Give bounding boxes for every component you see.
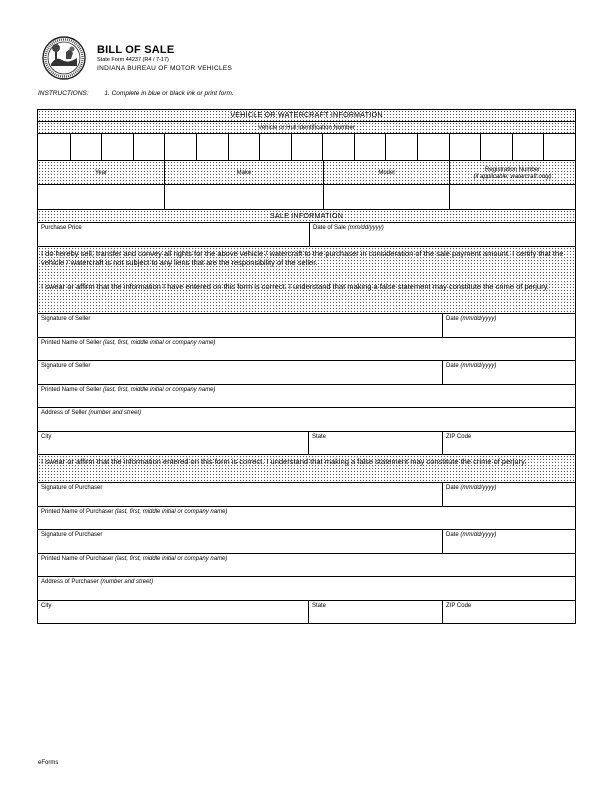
- vin-character-box-17[interactable]: [543, 134, 575, 160]
- purchaser-address-label-wrap: [41, 579, 153, 585]
- purchaser-statement-block: [38, 455, 575, 483]
- purchaser-printed-name-row-1[interactable]: [38, 507, 575, 530]
- purchaser-date-field-2[interactable]: [442, 530, 575, 553]
- seller-zip-label: ZIP Code: [446, 434, 472, 440]
- vin-character-box-2[interactable]: [70, 134, 102, 160]
- footer-brand: eForms: [38, 760, 59, 766]
- vin-character-box-14[interactable]: [449, 134, 481, 160]
- date-of-sale-label-wrap: [313, 225, 384, 231]
- seller-date-label-2: Date: [446, 363, 459, 369]
- vin-character-box-3[interactable]: [101, 134, 133, 160]
- purchaser-signature-field-1[interactable]: [38, 483, 442, 506]
- seller-date-field-2[interactable]: [442, 361, 575, 384]
- purchaser-date-field-1[interactable]: [442, 483, 575, 506]
- seller-date-format-2: (mm/dd/yyyy): [460, 363, 497, 369]
- seller-state-field[interactable]: [308, 432, 442, 454]
- make-input[interactable]: [164, 185, 323, 209]
- purchaser-date-label-1: Date: [446, 485, 459, 491]
- seller-signature-field-1[interactable]: [38, 314, 442, 337]
- date-of-sale-field[interactable]: [309, 223, 575, 246]
- purchaser-address-row[interactable]: [38, 577, 575, 601]
- vin-label-row: [38, 122, 575, 134]
- purchaser-printed-name-row-2[interactable]: [38, 554, 575, 577]
- year-input[interactable]: [38, 185, 164, 209]
- seller-address-label: Address of Seller: [41, 410, 87, 416]
- instructions: [38, 90, 234, 97]
- seller-address-hint: (number and street): [88, 410, 142, 416]
- vin-character-box-10[interactable]: [322, 134, 354, 160]
- seller-date-field-1[interactable]: [442, 314, 575, 337]
- seller-statement-block: [38, 247, 575, 314]
- seller-address-row[interactable]: [38, 408, 575, 432]
- purchaser-printed-name-label-wrap-1: [41, 509, 227, 515]
- purchaser-city-label: City: [41, 603, 52, 609]
- vin-character-box-7[interactable]: [228, 134, 260, 160]
- model-label-cell: [323, 161, 449, 184]
- purchaser-city-state-zip-row: [38, 601, 575, 623]
- seller-city-label: City: [41, 434, 52, 440]
- purchaser-date-label-2: Date: [446, 532, 459, 538]
- price-date-row: [38, 223, 575, 247]
- seller-printed-name-row-2[interactable]: [38, 385, 575, 408]
- form-title: BILL OF SALE: [97, 44, 175, 56]
- purchaser-date-label-wrap-2: [446, 532, 496, 538]
- seller-state-label: State: [312, 434, 327, 440]
- purchaser-printed-name-hint-2: (last, first, middle initial or company name): [115, 556, 228, 562]
- purchaser-zip-label: ZIP Code: [446, 603, 472, 609]
- make-label: Make: [236, 170, 252, 176]
- date-of-sale-label: Date of Sale: [313, 225, 347, 231]
- instructions-step-1: 1. Complete in blue or black ink or print form.: [104, 90, 234, 97]
- seller-signature-row-2: [38, 361, 575, 385]
- purchaser-city-field[interactable]: [38, 601, 308, 623]
- transfer-statement: I do hereby sell, transfer and convey all rights for the above vehicle / watercraft to the purchaser in consideration of the sale payment amount. I certify that the vehicle / watercraft is not subject to any liens that are the responsibility of the seller.: [41, 249, 564, 267]
- seller-signature-row-1: [38, 314, 575, 338]
- vin-character-box-12[interactable]: [385, 134, 417, 160]
- seller-date-label-1: Date: [446, 316, 459, 322]
- seller-city-state-zip-row: [38, 432, 575, 455]
- registration-label-cell: [449, 161, 575, 184]
- seller-date-label-wrap-1: [446, 316, 496, 322]
- year-label: Year: [94, 170, 108, 176]
- registration-label: Registration Number: [484, 167, 541, 173]
- purchaser-printed-name-hint-1: (last, first, middle initial or company name): [115, 509, 228, 515]
- make-label-cell: [164, 161, 323, 184]
- purchaser-date-format-2: (mm/dd/yyyy): [460, 532, 497, 538]
- seller-printed-name-label-wrap-2: [41, 387, 215, 393]
- purchaser-signature-label-1: Signature of Purchaser: [41, 485, 103, 491]
- model-label: Model: [378, 170, 395, 176]
- seller-date-label-wrap-2: [446, 363, 496, 369]
- vin-character-box-8[interactable]: [259, 134, 291, 160]
- purchaser-address-hint: (number and street): [100, 579, 154, 585]
- seller-printed-name-label-wrap-1: [41, 340, 215, 346]
- purchaser-signature-row-1: [38, 483, 575, 507]
- purchaser-signature-label-2: Signature of Purchaser: [41, 532, 103, 538]
- vin-label: Vehicle or Hull Identification Number: [258, 125, 355, 131]
- purchase-price-field[interactable]: [38, 223, 309, 246]
- purchase-price-label: Purchase Price: [41, 225, 82, 231]
- purchaser-zip-field[interactable]: [442, 601, 575, 623]
- purchaser-affirmation: I swear or affirm that the information entered on this form is correct. I understand that making a false statement may constitute the crime of perjury.: [41, 457, 527, 466]
- form-number: State Form 44237 (R4 / 7-17): [97, 57, 169, 63]
- purchaser-signature-field-2[interactable]: [38, 530, 442, 553]
- seller-affirmation: I swear or affirm that the information I have entered on this form is correct. I understand that making a false statement may constitute the crime of perjury.: [41, 282, 549, 291]
- vin-character-box-9[interactable]: [291, 134, 323, 160]
- vehicle-labels-row: [38, 161, 575, 185]
- seller-signature-field-2[interactable]: [38, 361, 442, 384]
- seller-zip-field[interactable]: [442, 432, 575, 454]
- purchaser-state-field[interactable]: [308, 601, 442, 623]
- vin-character-box-4[interactable]: [133, 134, 165, 160]
- instructions-label: INSTRUCTIONS:: [38, 90, 89, 97]
- vin-character-box-6[interactable]: [196, 134, 228, 160]
- indiana-state-seal-icon: [42, 36, 86, 80]
- registration-number-input[interactable]: [449, 185, 575, 209]
- year-label-cell: [38, 161, 164, 184]
- vin-character-box-13[interactable]: [417, 134, 449, 160]
- purchaser-date-format-1: (mm/dd/yyyy): [460, 485, 497, 491]
- vehicle-inputs-row: [38, 185, 575, 210]
- sale-section-header: [38, 210, 575, 223]
- seller-city-field[interactable]: [38, 432, 308, 454]
- registration-note: (if applicable; watercraft only): [473, 174, 552, 180]
- seller-date-format-1: (mm/dd/yyyy): [460, 316, 497, 322]
- purchaser-address-label: Address of Purchaser: [41, 579, 99, 585]
- date-of-sale-format: (mm/dd/yyyy): [347, 225, 384, 231]
- model-input[interactable]: [323, 185, 449, 209]
- vehicle-section-header: [38, 110, 575, 122]
- seller-signature-label-1: Signature of Seller: [41, 316, 91, 322]
- vehicle-section-title: VEHICLE OR WATERCRAFT INFORMATION: [230, 112, 383, 119]
- vin-character-box-11[interactable]: [354, 134, 386, 160]
- seller-signature-label-2: Signature of Seller: [41, 363, 91, 369]
- purchaser-state-label: State: [312, 603, 327, 609]
- vin-input-row: [38, 134, 575, 161]
- purchaser-printed-name-label-1: Printed Name of Purchaser: [41, 509, 114, 515]
- vin-character-box-1[interactable]: [38, 134, 70, 160]
- purchaser-printed-name-label-2: Printed Name of Purchaser: [41, 556, 114, 562]
- seller-printed-name-hint-2: (last, first, middle initial or company name): [103, 387, 216, 393]
- sale-section-title: SALE INFORMATION: [269, 213, 344, 220]
- seller-printed-name-label-1: Printed Name of Seller: [41, 340, 102, 346]
- seller-printed-name-label-2: Printed Name of Seller: [41, 387, 102, 393]
- bill-of-sale-form: [37, 109, 576, 624]
- vin-character-box-15[interactable]: [480, 134, 512, 160]
- purchaser-printed-name-label-wrap-2: [41, 556, 227, 562]
- purchaser-signature-row-2: [38, 530, 575, 554]
- vin-character-box-16[interactable]: [512, 134, 544, 160]
- vin-character-box-5[interactable]: [164, 134, 196, 160]
- agency-name: INDIANA BUREAU OF MOTOR VEHICLES: [97, 65, 233, 72]
- seller-printed-name-row-1[interactable]: [38, 338, 575, 361]
- seller-address-label-wrap: [41, 410, 141, 416]
- seller-printed-name-hint-1: (last, first, middle initial or company name): [103, 340, 216, 346]
- purchaser-date-label-wrap-1: [446, 485, 496, 491]
